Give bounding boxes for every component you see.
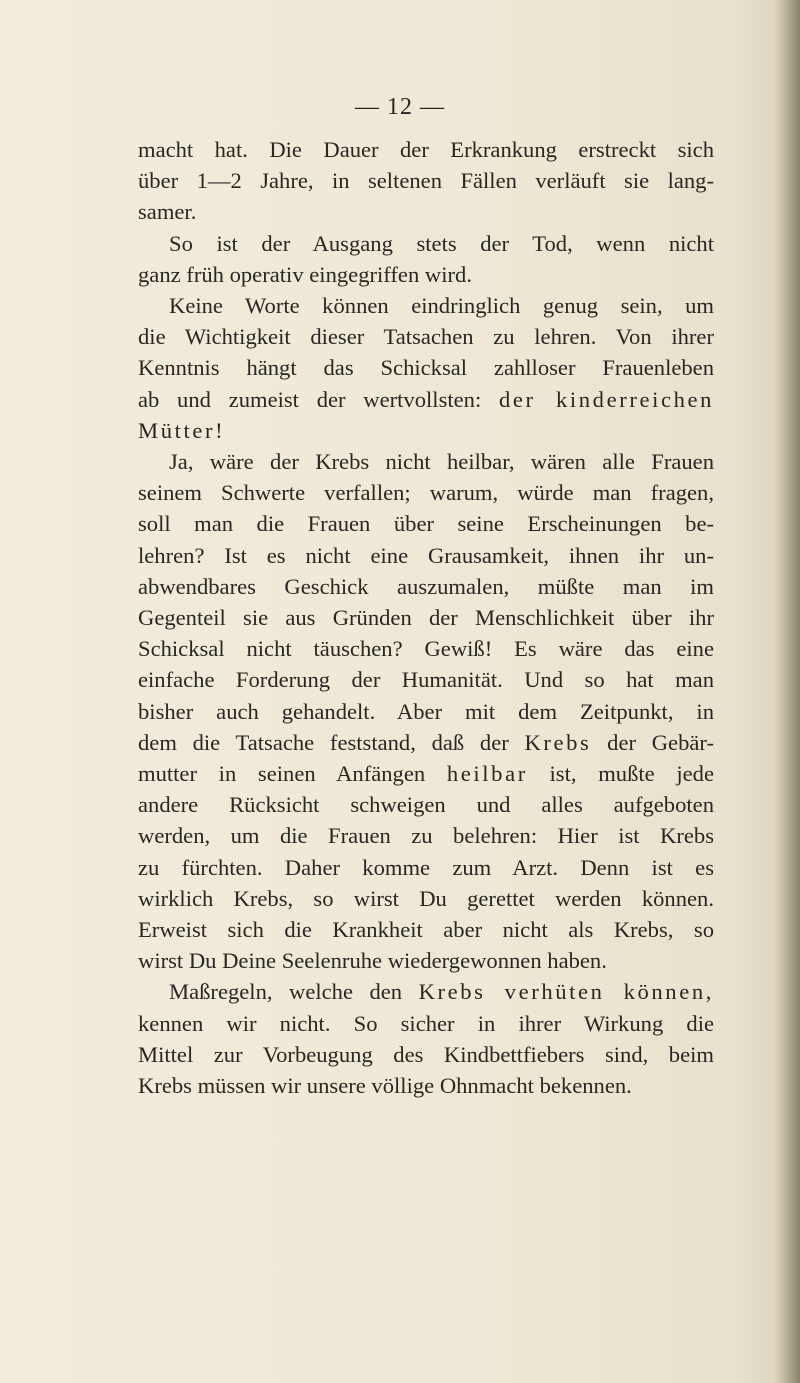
body-text xyxy=(138,134,714,1101)
text-fragment: Maßregeln, welche den xyxy=(169,979,403,1005)
text-line: seinem Schwerte verfallen; warum, würde man fragen, xyxy=(138,480,714,506)
text-fragment: ist, mußte jede xyxy=(549,761,715,787)
text-line: die Wichtigkeit dieser Tatsachen zu lehren. Von ihrer xyxy=(138,324,714,350)
page-number: — 12 — xyxy=(355,94,445,120)
text-line: wirklich Krebs, so wirst Du gerettet werden können. xyxy=(138,885,714,911)
text-line: abwendbares Geschick auszumalen, müßte man im xyxy=(138,573,714,599)
text-line: kennen wir nicht. So sicher in ihrer Wirkung die xyxy=(138,1010,714,1036)
text-line: werden, um die Frauen zu belehren: Hier ist Krebs xyxy=(138,823,714,849)
text-line: über 1—2 Jahre, in seltenen Fällen verläuft sie lang- xyxy=(138,168,714,194)
text-line-mixed xyxy=(138,758,714,789)
text-line: soll man die Frauen über seine Erscheinungen be- xyxy=(138,511,714,537)
emphasized-text: heilbar xyxy=(446,761,528,787)
page-edge-shadow xyxy=(774,0,800,1383)
emphasized-text: Krebs verhüten können, xyxy=(418,979,714,1005)
text-line: bisher auch gehandelt. Aber mit dem Zeitpunkt, in xyxy=(138,698,714,724)
text-line: Krebs müssen wir unsere völlige Ohnmacht bekennen. xyxy=(138,1073,632,1099)
text-line: Keine Worte können eindringlich genug sein, um xyxy=(169,293,714,319)
text-line-mixed xyxy=(138,727,714,758)
text-line: andere Rücksicht schweigen und alles aufgeboten xyxy=(138,792,714,818)
text-line: Mittel zur Vorbeugung des Kindbettfiebers sind, beim xyxy=(138,1041,714,1067)
text-fragment: der Gebär- xyxy=(607,729,714,755)
text-fragment: dem die Tatsache feststand, daß der xyxy=(138,729,509,755)
text-line-mixed xyxy=(138,976,714,1007)
text-line: Gegenteil sie aus Gründen der Menschlichkeit über ihr xyxy=(138,605,714,631)
emphasized-text: Mütter! xyxy=(138,417,226,443)
text-line: So ist der Ausgang stets der Tod, wenn nicht xyxy=(169,230,714,256)
emphasized-text: Krebs xyxy=(524,729,592,755)
text-fragment: mutter in seinen Anfängen xyxy=(138,761,426,787)
text-line-mixed xyxy=(138,384,714,415)
text-line: Erweist sich die Krankheit aber nicht als Krebs, so xyxy=(138,917,714,943)
text-line: zu fürchten. Daher komme zum Arzt. Denn ist es xyxy=(138,854,714,880)
emphasized-text: der kinderreichen xyxy=(499,386,715,412)
text-line: Schicksal nicht täuschen? Gewiß! Es wäre das eine xyxy=(138,636,714,662)
text-line: ganz früh operativ eingegriffen wird. xyxy=(138,261,472,287)
text-line: lehren? Ist es nicht eine Grausamkeit, ihnen ihr un- xyxy=(138,542,714,568)
text-fragment: ab und zumeist der wertvollsten: xyxy=(138,386,482,412)
text-line: Kenntnis hängt das Schicksal zahlloser Frauenleben xyxy=(138,355,714,381)
text-line: macht hat. Die Dauer der Erkrankung erstreckt sich xyxy=(138,137,714,162)
text-line: samer. xyxy=(138,199,197,225)
text-line: wirst Du Deine Seelenruhe wiedergewonnen haben. xyxy=(138,948,607,974)
text-line: Ja, wäre der Krebs nicht heilbar, wären alle Frauen xyxy=(169,449,714,475)
text-line: einfache Forderung der Humanität. Und so hat man xyxy=(138,667,714,693)
